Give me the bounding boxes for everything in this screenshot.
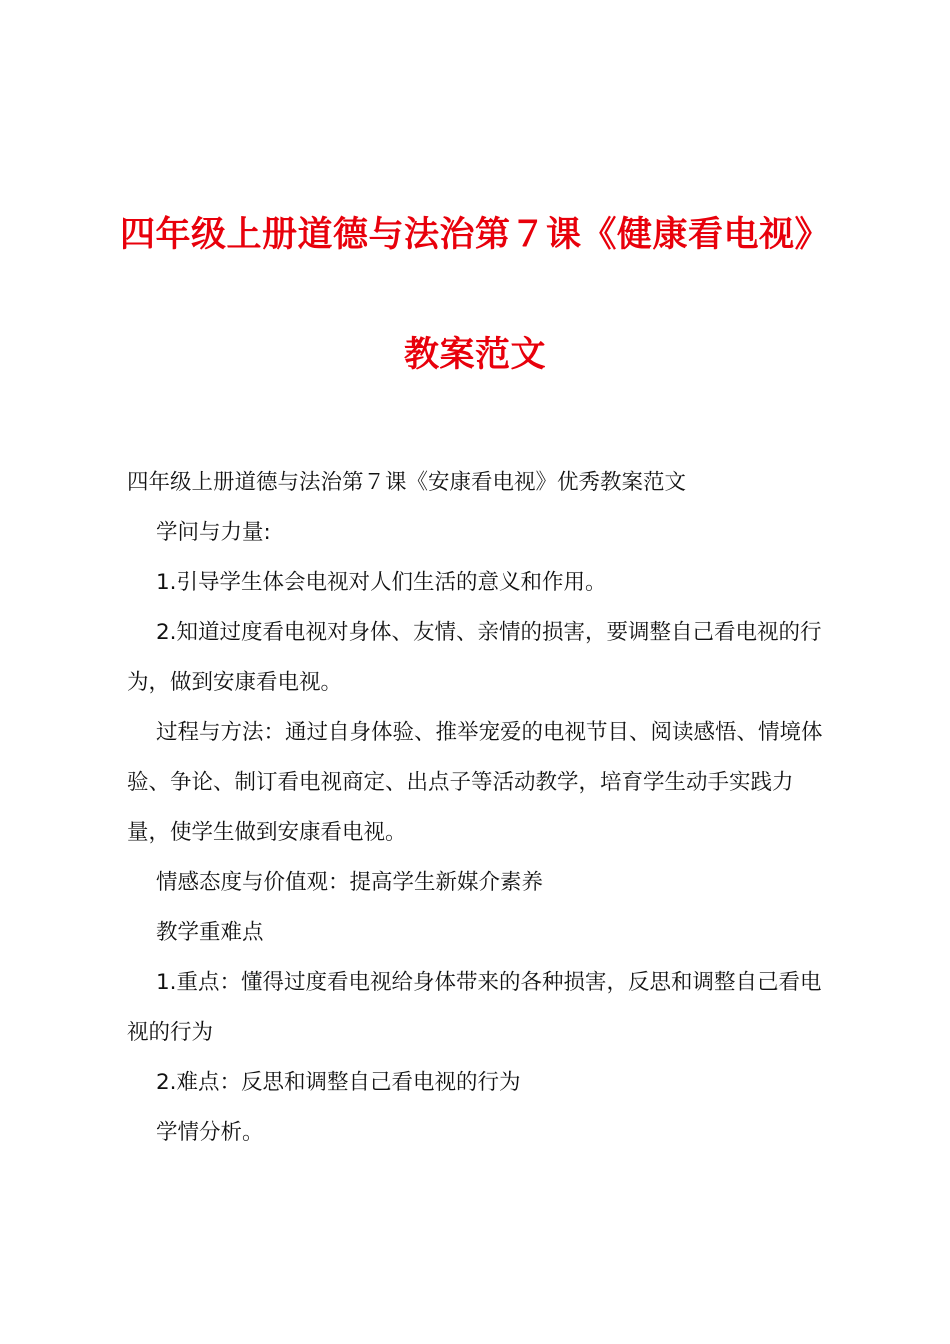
paragraph-difficult-point: 2.难点：反思和调整自己看电视的行为 bbox=[156, 1070, 521, 1095]
paragraph-knowledge-item-1: 1.引导学生体会电视对人们生活的意义和作用。 bbox=[156, 570, 607, 595]
paragraph-key-difficult-heading: 教学重难点 bbox=[156, 920, 264, 945]
paragraph-emotion-values: 情感态度与价值观：提高学生新媒介素养 bbox=[156, 870, 544, 895]
paragraph-key-point: 1.重点：懂得过度看电视给身体带来的各种损害，反思和调整自己看电视的行为 bbox=[127, 970, 822, 1045]
paragraph-process-method: 过程与方法：通过自身体验、推举宠爱的电视节目、阅读感悟、情境体验、争论、制订看电视商定、出点子等活动教学，培育学生动手实践力量，使学生做到安康看电视。 bbox=[127, 720, 823, 845]
paragraph-knowledge-heading: 学问与力量: bbox=[156, 520, 271, 545]
paragraph-subtitle: 四年级上册道德与法治第７课《安康看电视》优秀教案范文 bbox=[127, 470, 687, 495]
document-title-line-1: 四年级上册道德与法治第７课《健康看电视》 bbox=[119, 215, 830, 255]
paragraph-knowledge-item-2: 2.知道过度看电视对身体、友情、亲情的损害，要调整自己看电视的行为，做到安康看电视。 bbox=[127, 620, 822, 695]
paragraph-student-analysis: 学情分析。 bbox=[156, 1120, 264, 1145]
document-title-line-2: 教案范文 bbox=[403, 335, 546, 375]
document-body bbox=[127, 458, 833, 1158]
